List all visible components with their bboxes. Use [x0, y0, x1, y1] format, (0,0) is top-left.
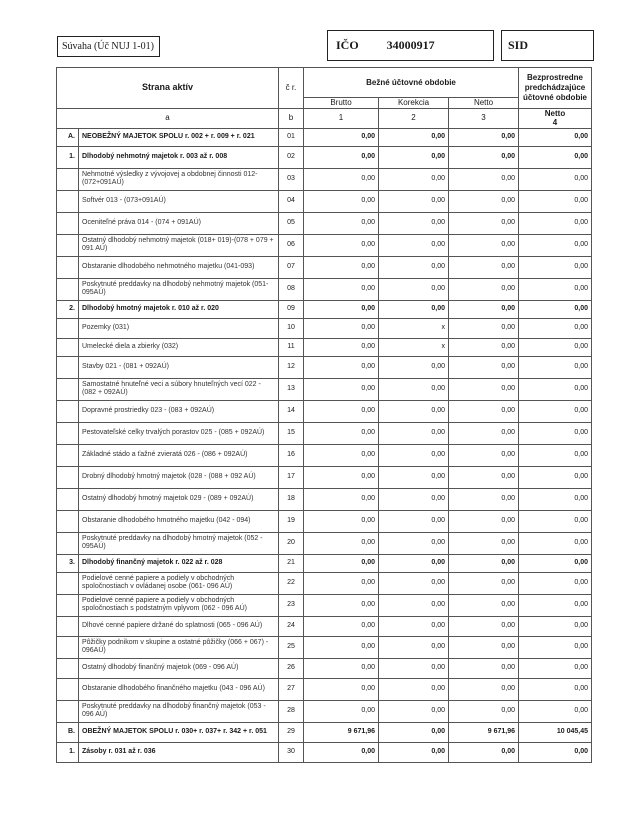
ico-box — [327, 30, 494, 61]
header-netto-prev: Netto — [544, 108, 566, 118]
prev-netto-value: 0,00 — [519, 422, 592, 444]
code-1: 1 — [304, 108, 379, 128]
row-label: Oceniteľné práva 014 - (074 + 091AÚ) — [79, 212, 279, 234]
row-mark — [57, 594, 79, 616]
netto-value: 0,00 — [449, 400, 519, 422]
prev-netto-value: 0,00 — [519, 594, 592, 616]
row-mark — [57, 318, 79, 338]
table-row — [57, 722, 592, 742]
row-label: Umelecké diela a zbierky (032) — [79, 338, 279, 356]
netto-value: 0,00 — [449, 532, 519, 554]
sid-box — [501, 30, 594, 61]
netto-value: 0,00 — [449, 168, 519, 190]
row-mark — [57, 700, 79, 722]
row-label: Ostatný dlhodobý hmotný majetok 029 - (089 + 092AÚ) — [79, 488, 279, 510]
prev-netto-value: 0,00 — [519, 212, 592, 234]
row-label: Obstaranie dlhodobého nehmotného majetku (041-093) — [79, 256, 279, 278]
prev-netto-value: 0,00 — [519, 146, 592, 168]
header-cislo-riadku: č r. — [279, 68, 304, 109]
korekcia-value: 0,00 — [379, 678, 449, 700]
row-label: Poskytnuté preddavky na dlhodobý nehmotný majetok (051- 095AÚ) — [79, 278, 279, 300]
row-label: Nehmotné výsledky z vývojovej a obdobnej činnosti 012-(072+091AÚ) — [79, 168, 279, 190]
row-label: Základné stádo a ťažné zvieratá 026 - (086 + 092AÚ) — [79, 444, 279, 466]
prev-netto-value: 10 045,45 — [519, 722, 592, 742]
row-mark: 3. — [57, 554, 79, 572]
row-number: 26 — [279, 658, 304, 678]
netto-value: 0,00 — [449, 700, 519, 722]
prev-netto-value: 0,00 — [519, 256, 592, 278]
table-row — [57, 678, 592, 700]
row-label: OBEŽNÝ MAJETOK SPOLU r. 030+ r. 037+ r. 342 + r. 051 — [79, 722, 279, 742]
korekcia-value: 0,00 — [379, 572, 449, 594]
header-bezprostredne: Bezprostredne predchádzajúce účtovné obdobie — [519, 68, 592, 109]
korekcia-value: 0,00 — [379, 658, 449, 678]
row-label: Drobný dlhodobý hmotný majetok (028 - (088 + 092 AÚ) — [79, 466, 279, 488]
code-4: 4 — [552, 118, 558, 128]
netto-value: 0,00 — [449, 488, 519, 510]
row-number: 29 — [279, 722, 304, 742]
row-label: Poskytnuté preddavky na dlhodobý hmotný majetok (052 - 095AÚ) — [79, 532, 279, 554]
row-label: Poskytnuté preddavky na dlhodobý finančný majetok (053 - 096 AÚ) — [79, 700, 279, 722]
row-label: Dopravné prostriedky 023 - (083 + 092AÚ) — [79, 400, 279, 422]
korekcia-value: x — [379, 318, 449, 338]
korekcia-value: 0,00 — [379, 422, 449, 444]
korekcia-value: 0,00 — [379, 532, 449, 554]
row-label: Obstaranie dlhodobého finančného majetku (043 - 096 AÚ) — [79, 678, 279, 700]
row-mark — [57, 378, 79, 400]
row-mark: B. — [57, 722, 79, 742]
netto-value: 0,00 — [449, 356, 519, 378]
netto-value: 0,00 — [449, 378, 519, 400]
header-codes-row — [57, 108, 592, 128]
brutto-value: 0,00 — [304, 510, 379, 532]
brutto-value: 0,00 — [304, 678, 379, 700]
row-number: 16 — [279, 444, 304, 466]
prev-netto-value: 0,00 — [519, 532, 592, 554]
row-label: Zásoby r. 031 až r. 036 — [79, 742, 279, 762]
prev-netto-value: 0,00 — [519, 444, 592, 466]
row-mark — [57, 356, 79, 378]
korekcia-value: 0,00 — [379, 444, 449, 466]
brutto-value: 0,00 — [304, 256, 379, 278]
korekcia-value: 0,00 — [379, 554, 449, 572]
prev-netto-value: 0,00 — [519, 168, 592, 190]
row-mark — [57, 190, 79, 212]
row-number: 09 — [279, 300, 304, 318]
table-row — [57, 400, 592, 422]
korekcia-value: 0,00 — [379, 212, 449, 234]
brutto-value: 0,00 — [304, 400, 379, 422]
korekcia-value: 0,00 — [379, 378, 449, 400]
netto-value: 0,00 — [449, 554, 519, 572]
table-row — [57, 510, 592, 532]
row-mark — [57, 532, 79, 554]
korekcia-value: 0,00 — [379, 510, 449, 532]
netto-value: 0,00 — [449, 146, 519, 168]
prev-netto-value: 0,00 — [519, 678, 592, 700]
netto-value: 9 671,96 — [449, 722, 519, 742]
row-number: 08 — [279, 278, 304, 300]
korekcia-value: 0,00 — [379, 146, 449, 168]
brutto-value: 0,00 — [304, 572, 379, 594]
korekcia-value: 0,00 — [379, 616, 449, 636]
table-row — [57, 338, 592, 356]
prev-netto-value: 0,00 — [519, 128, 592, 146]
table-row — [57, 742, 592, 762]
prev-netto-value: 0,00 — [519, 278, 592, 300]
table-row — [57, 616, 592, 636]
row-mark — [57, 256, 79, 278]
netto-value: 0,00 — [449, 678, 519, 700]
header-row-1 — [57, 68, 592, 98]
sid-label: SID — [508, 38, 529, 52]
brutto-value: 0,00 — [304, 212, 379, 234]
row-label: Softvér 013 - (073+091AÚ) — [79, 190, 279, 212]
row-mark — [57, 278, 79, 300]
row-label: Dlhodobý nehmotný majetok r. 003 až r. 008 — [79, 146, 279, 168]
row-mark: 2. — [57, 300, 79, 318]
table-row — [57, 658, 592, 678]
brutto-value: 0,00 — [304, 700, 379, 722]
row-label: Stavby 021 - (081 + 092AÚ) — [79, 356, 279, 378]
prev-netto-value: 0,00 — [519, 318, 592, 338]
prev-netto-value: 0,00 — [519, 742, 592, 762]
brutto-value: 0,00 — [304, 278, 379, 300]
netto-value: 0,00 — [449, 212, 519, 234]
prev-netto-value: 0,00 — [519, 400, 592, 422]
row-label: Podielové cenné papiere a podiely v obchodných spoločnostiach v ovládanej osobe (061- 096 AÚ) — [79, 572, 279, 594]
row-number: 30 — [279, 742, 304, 762]
assets-table — [56, 67, 592, 763]
row-number: 01 — [279, 128, 304, 146]
row-label: Podielové cenné papiere a podiely v obchodných spoločnostiach s podstatným vplyvom (062 - 096 AÚ) — [79, 594, 279, 616]
table-row — [57, 488, 592, 510]
row-number: 05 — [279, 212, 304, 234]
code-b: b — [279, 108, 304, 128]
brutto-value: 0,00 — [304, 658, 379, 678]
header-strana-aktiv: Strana aktív — [57, 68, 279, 109]
netto-value: 0,00 — [449, 422, 519, 444]
table-row — [57, 532, 592, 554]
netto-value: 0,00 — [449, 510, 519, 532]
prev-netto-value: 0,00 — [519, 572, 592, 594]
row-label: Obstaranie dlhodobého hmotného majetku (042 - 094) — [79, 510, 279, 532]
row-label: Samostatné hnuteľné veci a súbory hnuteľných vecí 022 - (082 + 092AÚ) — [79, 378, 279, 400]
korekcia-value: 0,00 — [379, 128, 449, 146]
row-mark — [57, 636, 79, 658]
row-number: 11 — [279, 338, 304, 356]
prev-netto-value: 0,00 — [519, 658, 592, 678]
netto-value: 0,00 — [449, 190, 519, 212]
row-number: 13 — [279, 378, 304, 400]
row-label: Pestovateľské celky trvalých porastov 025 - (085 + 092AÚ) — [79, 422, 279, 444]
row-number: 21 — [279, 554, 304, 572]
brutto-value: 0,00 — [304, 168, 379, 190]
korekcia-value: 0,00 — [379, 742, 449, 762]
code-2: 2 — [379, 108, 449, 128]
row-label: Pozemky (031) — [79, 318, 279, 338]
brutto-value: 0,00 — [304, 532, 379, 554]
row-mark — [57, 234, 79, 256]
row-mark — [57, 338, 79, 356]
prev-netto-value: 0,00 — [519, 700, 592, 722]
table-row — [57, 146, 592, 168]
prev-netto-value: 0,00 — [519, 234, 592, 256]
row-mark — [57, 510, 79, 532]
korekcia-value: 0,00 — [379, 300, 449, 318]
korekcia-value: 0,00 — [379, 700, 449, 722]
table-row — [57, 636, 592, 658]
row-number: 14 — [279, 400, 304, 422]
row-mark: 1. — [57, 742, 79, 762]
table-row — [57, 256, 592, 278]
table-row — [57, 466, 592, 488]
korekcia-value: 0,00 — [379, 168, 449, 190]
prev-netto-value: 0,00 — [519, 190, 592, 212]
row-mark — [57, 400, 79, 422]
row-mark — [57, 658, 79, 678]
row-number: 23 — [279, 594, 304, 616]
table-row — [57, 444, 592, 466]
brutto-value: 0,00 — [304, 444, 379, 466]
korekcia-value: 0,00 — [379, 256, 449, 278]
table-row — [57, 300, 592, 318]
table-row — [57, 572, 592, 594]
prev-netto-value: 0,00 — [519, 554, 592, 572]
netto-value: 0,00 — [449, 742, 519, 762]
row-mark — [57, 422, 79, 444]
netto-value: 0,00 — [449, 256, 519, 278]
korekcia-value: 0,00 — [379, 722, 449, 742]
brutto-value: 0,00 — [304, 356, 379, 378]
form-title-box — [57, 36, 160, 57]
netto-value: 0,00 — [449, 636, 519, 658]
header-korekcia: Korekcia — [379, 98, 449, 109]
table-row — [57, 554, 592, 572]
row-mark — [57, 444, 79, 466]
brutto-value: 0,00 — [304, 636, 379, 658]
prev-netto-value: 0,00 — [519, 466, 592, 488]
code-a: a — [57, 108, 279, 128]
netto-value: 0,00 — [449, 572, 519, 594]
netto-value: 0,00 — [449, 444, 519, 466]
row-number: 10 — [279, 318, 304, 338]
prev-netto-value: 0,00 — [519, 636, 592, 658]
korekcia-value: 0,00 — [379, 594, 449, 616]
brutto-value: 0,00 — [304, 338, 379, 356]
brutto-value: 0,00 — [304, 616, 379, 636]
table-row — [57, 356, 592, 378]
row-number: 15 — [279, 422, 304, 444]
table-row — [57, 594, 592, 616]
prev-netto-value: 0,00 — [519, 378, 592, 400]
row-number: 24 — [279, 616, 304, 636]
row-label: NEOBEŽNÝ MAJETOK SPOLU r. 002 + r. 009 + r. 021 — [79, 128, 279, 146]
row-label: Dlhodobý finančný majetok r. 022 až r. 028 — [79, 554, 279, 572]
brutto-value: 0,00 — [304, 554, 379, 572]
brutto-value: 0,00 — [304, 190, 379, 212]
korekcia-value: 0,00 — [379, 466, 449, 488]
table-row — [57, 378, 592, 400]
row-label: Ostatný dlhodobý finančný majetok (069 - 096 AÚ) — [79, 658, 279, 678]
row-mark — [57, 168, 79, 190]
brutto-value: 0,00 — [304, 466, 379, 488]
netto-value: 0,00 — [449, 338, 519, 356]
korekcia-value: 0,00 — [379, 234, 449, 256]
row-number: 19 — [279, 510, 304, 532]
row-number: 02 — [279, 146, 304, 168]
netto-value: 0,00 — [449, 300, 519, 318]
table-row — [57, 278, 592, 300]
netto-value: 0,00 — [449, 658, 519, 678]
table-row — [57, 422, 592, 444]
netto-value: 0,00 — [449, 616, 519, 636]
prev-netto-value: 0,00 — [519, 338, 592, 356]
table-row — [57, 234, 592, 256]
brutto-value: 0,00 — [304, 234, 379, 256]
row-mark — [57, 466, 79, 488]
korekcia-value: x — [379, 338, 449, 356]
row-mark — [57, 572, 79, 594]
table-row — [57, 128, 592, 146]
row-label: Dlhodobý hmotný majetok r. 010 až r. 020 — [79, 300, 279, 318]
netto-value: 0,00 — [449, 128, 519, 146]
korekcia-value: 0,00 — [379, 636, 449, 658]
row-number: 04 — [279, 190, 304, 212]
netto-value: 0,00 — [449, 594, 519, 616]
brutto-value: 0,00 — [304, 128, 379, 146]
row-number: 27 — [279, 678, 304, 700]
row-mark: 1. — [57, 146, 79, 168]
brutto-value: 0,00 — [304, 422, 379, 444]
ico-label: IČO — [336, 38, 359, 52]
header-bezne-obdobie: Bežné účtovné obdobie — [304, 68, 519, 98]
header-netto: Netto — [449, 98, 519, 109]
korekcia-value: 0,00 — [379, 488, 449, 510]
row-mark — [57, 678, 79, 700]
row-number: 25 — [279, 636, 304, 658]
row-number: 22 — [279, 572, 304, 594]
row-number: 12 — [279, 356, 304, 378]
ico-value: 34000917 — [386, 38, 435, 52]
row-mark: A. — [57, 128, 79, 146]
row-number: 18 — [279, 488, 304, 510]
korekcia-value: 0,00 — [379, 400, 449, 422]
netto-value: 0,00 — [449, 318, 519, 338]
brutto-value: 0,00 — [304, 378, 379, 400]
brutto-value: 0,00 — [304, 300, 379, 318]
row-number: 07 — [279, 256, 304, 278]
row-label: Pôžičky podnikom v skupine a ostatné pôžičky (066 + 067) - 096AÚ) — [79, 636, 279, 658]
row-mark — [57, 488, 79, 510]
table-row — [57, 190, 592, 212]
korekcia-value: 0,00 — [379, 278, 449, 300]
brutto-value: 0,00 — [304, 742, 379, 762]
row-number: 03 — [279, 168, 304, 190]
row-mark — [57, 212, 79, 234]
prev-netto-value: 0,00 — [519, 300, 592, 318]
row-number: 17 — [279, 466, 304, 488]
table-row — [57, 168, 592, 190]
row-label: Dlhové cenné papiere držané do splatnosti (065 - 096 AÚ) — [79, 616, 279, 636]
header-brutto: Brutto — [304, 98, 379, 109]
brutto-value: 0,00 — [304, 594, 379, 616]
form-title: Súvaha (Úč NUJ 1-01) — [62, 41, 154, 52]
row-mark — [57, 616, 79, 636]
korekcia-value: 0,00 — [379, 356, 449, 378]
korekcia-value: 0,00 — [379, 190, 449, 212]
row-number: 06 — [279, 234, 304, 256]
prev-netto-value: 0,00 — [519, 510, 592, 532]
brutto-value: 9 671,96 — [304, 722, 379, 742]
table-row — [57, 318, 592, 338]
prev-netto-value: 0,00 — [519, 356, 592, 378]
row-number: 28 — [279, 700, 304, 722]
brutto-value: 0,00 — [304, 488, 379, 510]
brutto-value: 0,00 — [304, 318, 379, 338]
netto-value: 0,00 — [449, 234, 519, 256]
netto-value: 0,00 — [449, 278, 519, 300]
table-row — [57, 700, 592, 722]
prev-netto-value: 0,00 — [519, 488, 592, 510]
prev-netto-value: 0,00 — [519, 616, 592, 636]
row-number: 20 — [279, 532, 304, 554]
brutto-value: 0,00 — [304, 146, 379, 168]
table-row — [57, 212, 592, 234]
row-label: Ostatný dlhodobý nehmotný majetok (018+ 019)-(078 + 079 + 091 AÚ) — [79, 234, 279, 256]
netto-value: 0,00 — [449, 466, 519, 488]
code-4-netto — [519, 108, 592, 128]
code-3: 3 — [449, 108, 519, 128]
